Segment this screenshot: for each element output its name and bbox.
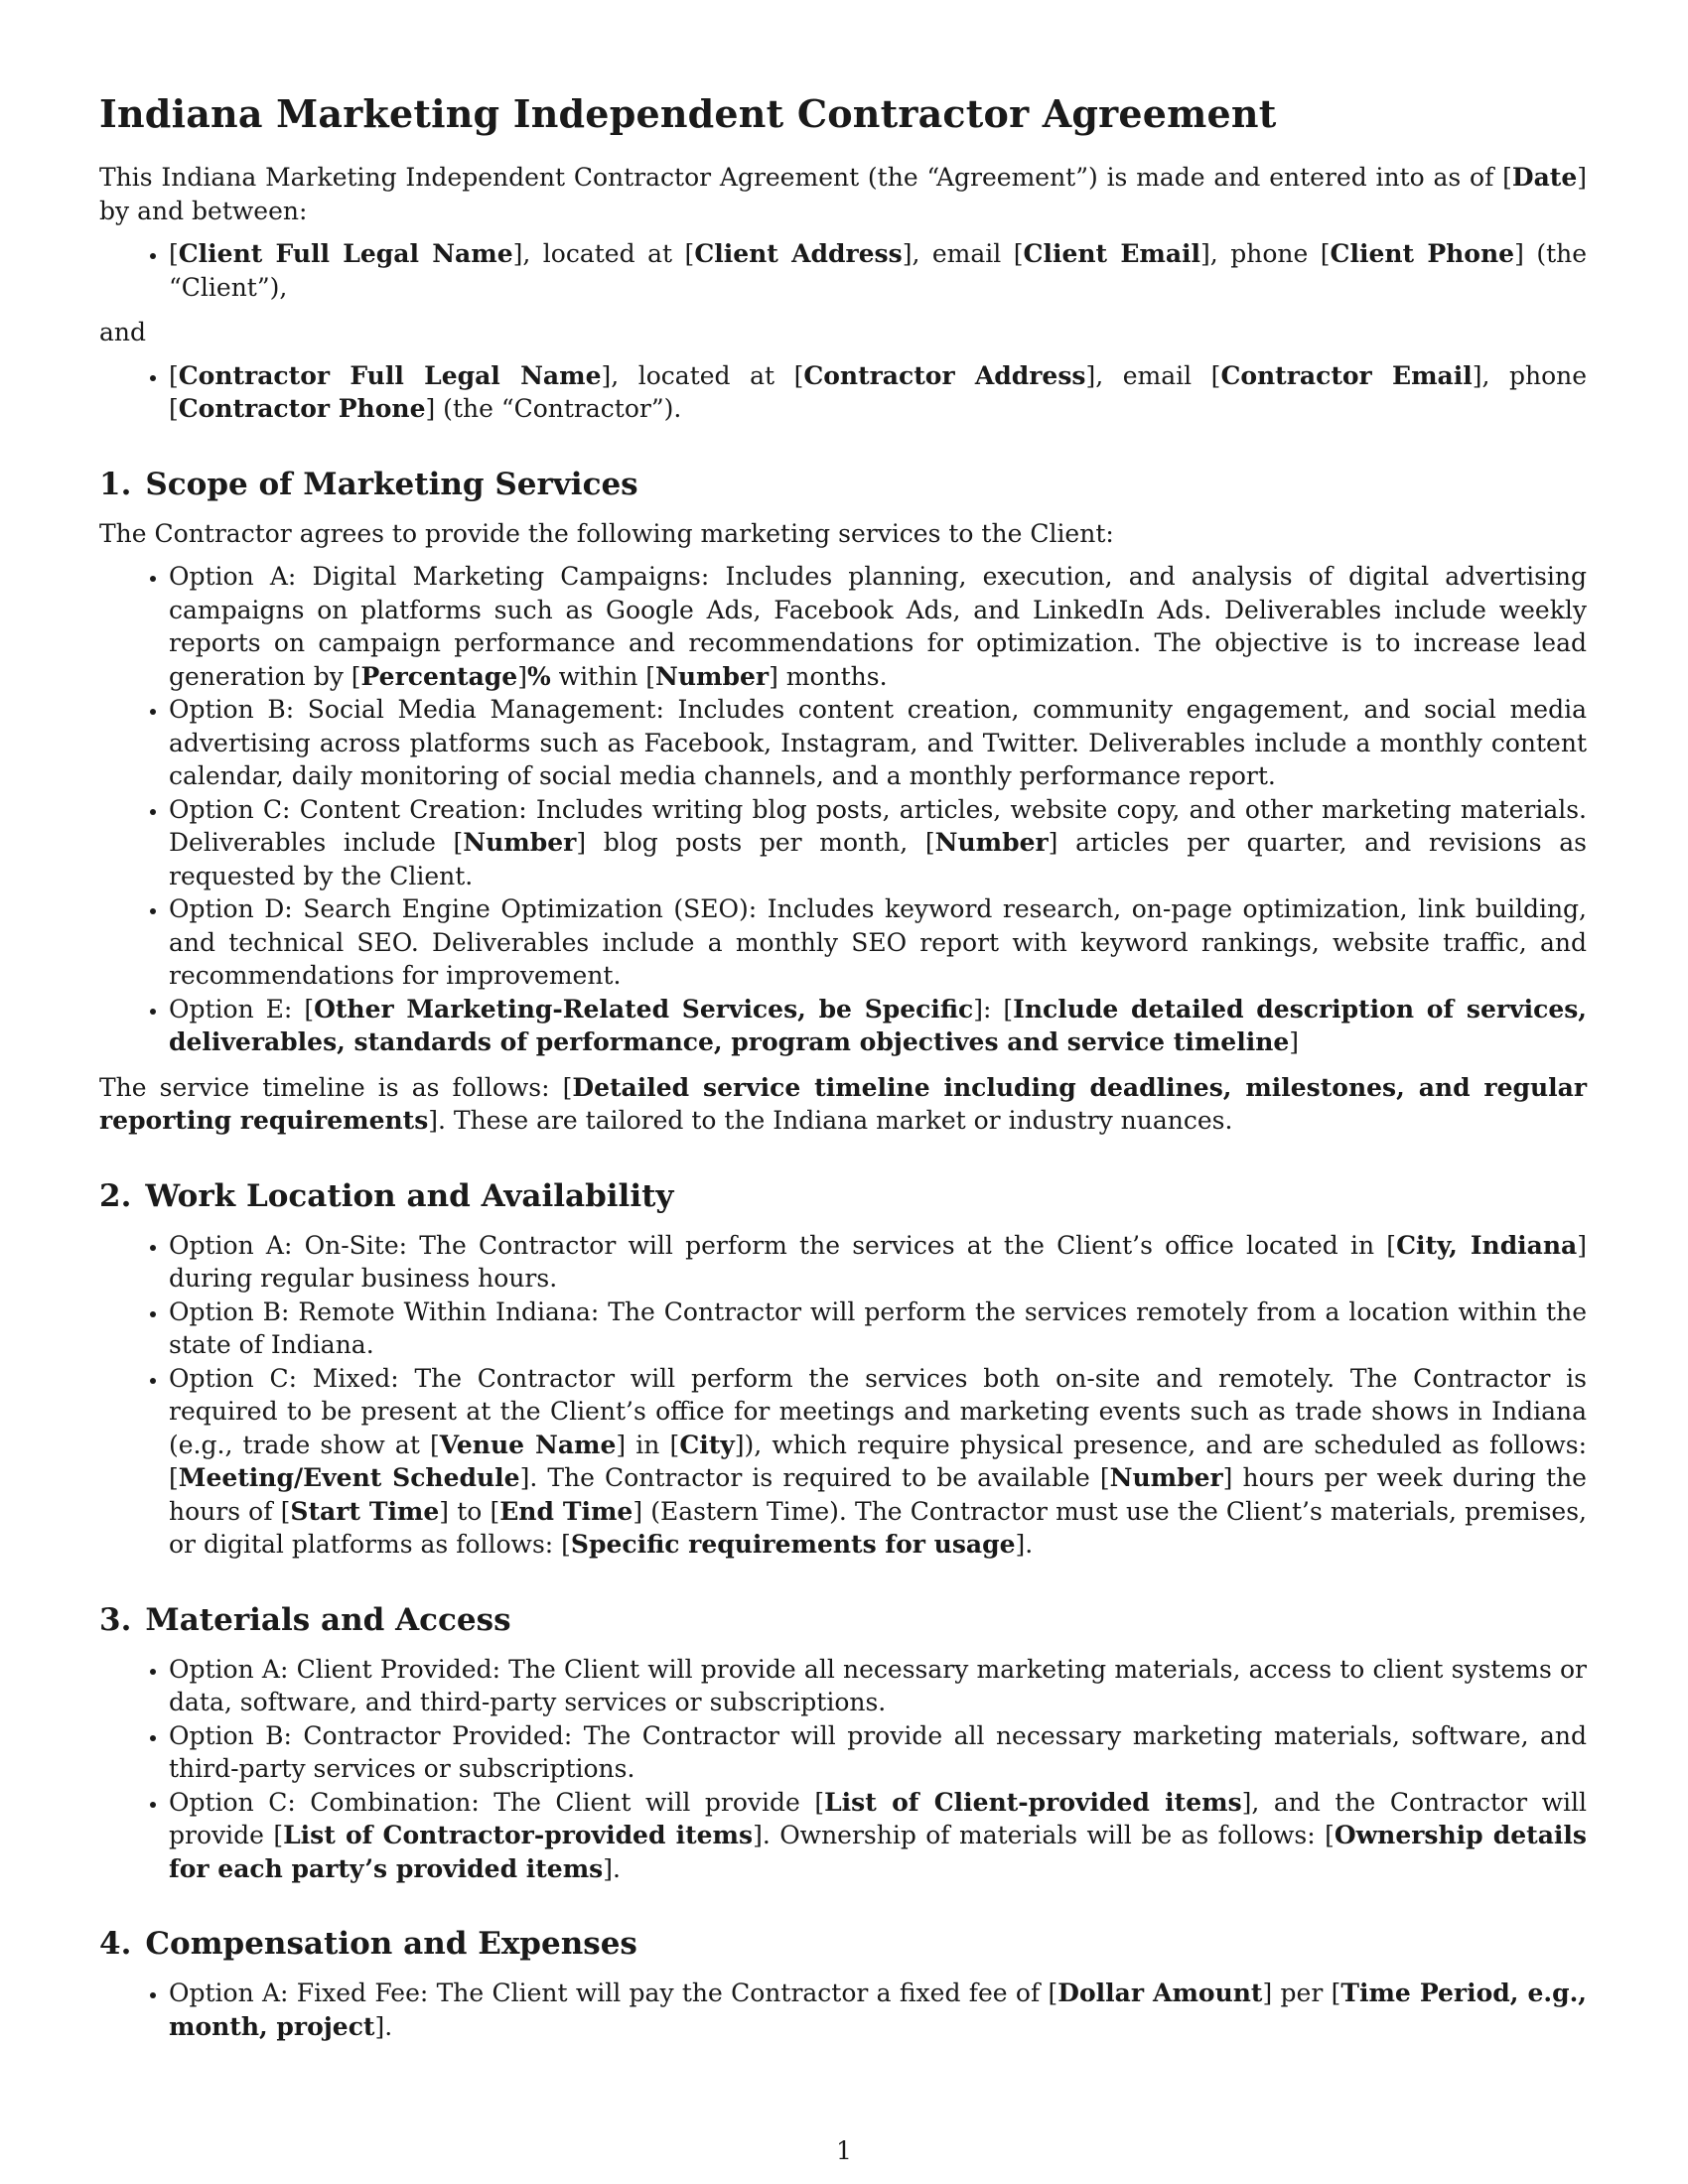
s3-option-a: • Option A: Client Provided: The Client will provide all necessary marketing materials, access to client systems or data, software, and third-party services or subscriptions. (169, 1653, 1587, 1719)
s2-option-c: • Option C: Mixed: The Contractor will perform the services both on-site and remotely. The Contractor is required to be present at the Client’s office for meetings and marketing events such as trade shows in Indiana (e.g., trade show at [Venue Name] in [City]), which require physical presence, and are scheduled as follows: [Meeting/Event Schedule]. The Contractor is required to be available [Number] hours per week during the hours of [Start Time] to [End Time] (Eastern Time). The Contractor must use the Client’s materials, premises, or digital platforms as follows: [Specific requirements for usage]. (169, 1362, 1587, 1562)
section-1-options (99, 560, 1587, 1059)
date-placeholder: Date (1511, 163, 1578, 192)
s3-option-c: • Option C: Combination: The Client will provide [List of Client-provided items], and the Contractor will provide [List of Contractor-provided items]. Ownership of materials will be as follows: [Ownership details for each party’s provided items]. (169, 1786, 1587, 1886)
s1-option-b: • Option B: Social Media Management: Includes content creation, community engagement, and social media advertising across platforms such as Facebook, Instagram, and Twitter. Deliverables include a monthly content calendar, daily monitoring of social media channels, and a monthly performance report. (169, 693, 1587, 793)
document-page (99, 81, 1587, 2055)
s1-option-c: • Option C: Content Creation: Includes writing blog posts, articles, website copy, and other marketing materials. Deliverables include [Number] blog posts per month, [Number] articles per quarter, and revisions as requested by the Client. (169, 793, 1587, 893)
contractor-party-list (99, 359, 1587, 426)
client-phone-placeholder: Client Phone (1330, 239, 1515, 268)
section-1-heading: 1. Scope of Marketing Services (99, 466, 638, 502)
section-4-options (99, 1977, 1587, 2043)
page-number: 1 (836, 2136, 852, 2165)
section-2-heading: 2. Work Location and Availability (99, 1177, 674, 1214)
section-2-options (99, 1229, 1587, 1562)
s1-option-d: • Option D: Search Engine Optimization (SEO): Includes keyword research, on-page optimization, link building, and technical SEO. Deliverables include a monthly SEO report with keyword rankings, website traffic, and recommendations for improvement. (169, 892, 1587, 993)
section-3-heading: 3. Materials and Access (99, 1601, 511, 1638)
s2-option-b: • Option B: Remote Within Indiana: The Contractor will perform the services remotely from a location within the state of Indiana. (169, 1296, 1587, 1362)
section-1-lead: The Contractor agrees to provide the following marketing services to the Client: (99, 518, 1114, 548)
s4-option-a: • Option A: Fixed Fee: The Client will pay the Contractor a fixed fee of [Dollar Amount] per [Time Period, e.g., month, project]. (169, 1977, 1587, 2043)
section-3-options (99, 1653, 1587, 1886)
client-email-placeholder: Client Email (1023, 239, 1201, 268)
contractor-phone-placeholder: Contractor Phone (178, 394, 426, 423)
contractor-name-placeholder: Contractor Full Legal Name (178, 360, 602, 390)
intro-paragraph: This Indiana Marketing Independent Contractor Agreement (the “Agreement”) is made and entered into as of [Date] by and between: (99, 163, 1587, 225)
service-timeline-paragraph: The service timeline is as follows: [Detailed service timeline including deadlines, milestones, and regular reporting requirements]. These are tailored to the Indiana market or industry nuances. (99, 1072, 1588, 1135)
contractor-email-placeholder: Contractor Email (1220, 360, 1473, 390)
section-number: 1. (99, 466, 132, 502)
s2-option-a: • Option A: On-Site: The Contractor will perform the services at the Client’s office located in [City, Indiana] during regular business hours. (169, 1229, 1587, 1296)
section-4-heading: 4. Compensation and Expenses (99, 1926, 637, 1962)
contractor-address-placeholder: Contractor Address (803, 360, 1086, 390)
s3-option-b: • Option B: Contractor Provided: The Contractor will provide all necessary marketing materials, software, and third-party services or subscriptions. (169, 1719, 1587, 1786)
client-party-item: • [Client Full Legal Name], located at [Client Address], email [Client Email], phone [Client Phone] (the “Client”), (169, 237, 1587, 304)
client-name-placeholder: Client Full Legal Name (178, 239, 513, 268)
s1-option-e: • Option E: [Other Marketing-Related Services, be Specific]: [Include detailed description of services, deliverables, standards of performance, program objectives and service timeline] (169, 993, 1587, 1059)
and-conjunction: and (99, 318, 147, 346)
contractor-party-item: • [Contractor Full Legal Name], located at [Contractor Address], email [Contractor Email], phone [Contractor Phone] (the “Contractor”). (169, 359, 1587, 426)
s1-option-a: • Option A: Digital Marketing Campaigns: Includes planning, execution, and analysis of digital advertising campaigns on platforms such as Google Ads, Facebook Ads, and LinkedIn Ads. Deliverables include weekly reports on campaign performance and recommendations for optimization. The objective is to increase lead generation by [Percentage]% within [Number] months. (169, 560, 1587, 693)
section-number: 4. (99, 1926, 132, 1962)
section-number: 2. (99, 1177, 132, 1214)
section-number: 3. (99, 1601, 132, 1638)
document-title: Indiana Marketing Independent Contractor Agreement (99, 91, 1277, 136)
client-party-list (99, 237, 1587, 304)
client-address-placeholder: Client Address (694, 239, 903, 268)
